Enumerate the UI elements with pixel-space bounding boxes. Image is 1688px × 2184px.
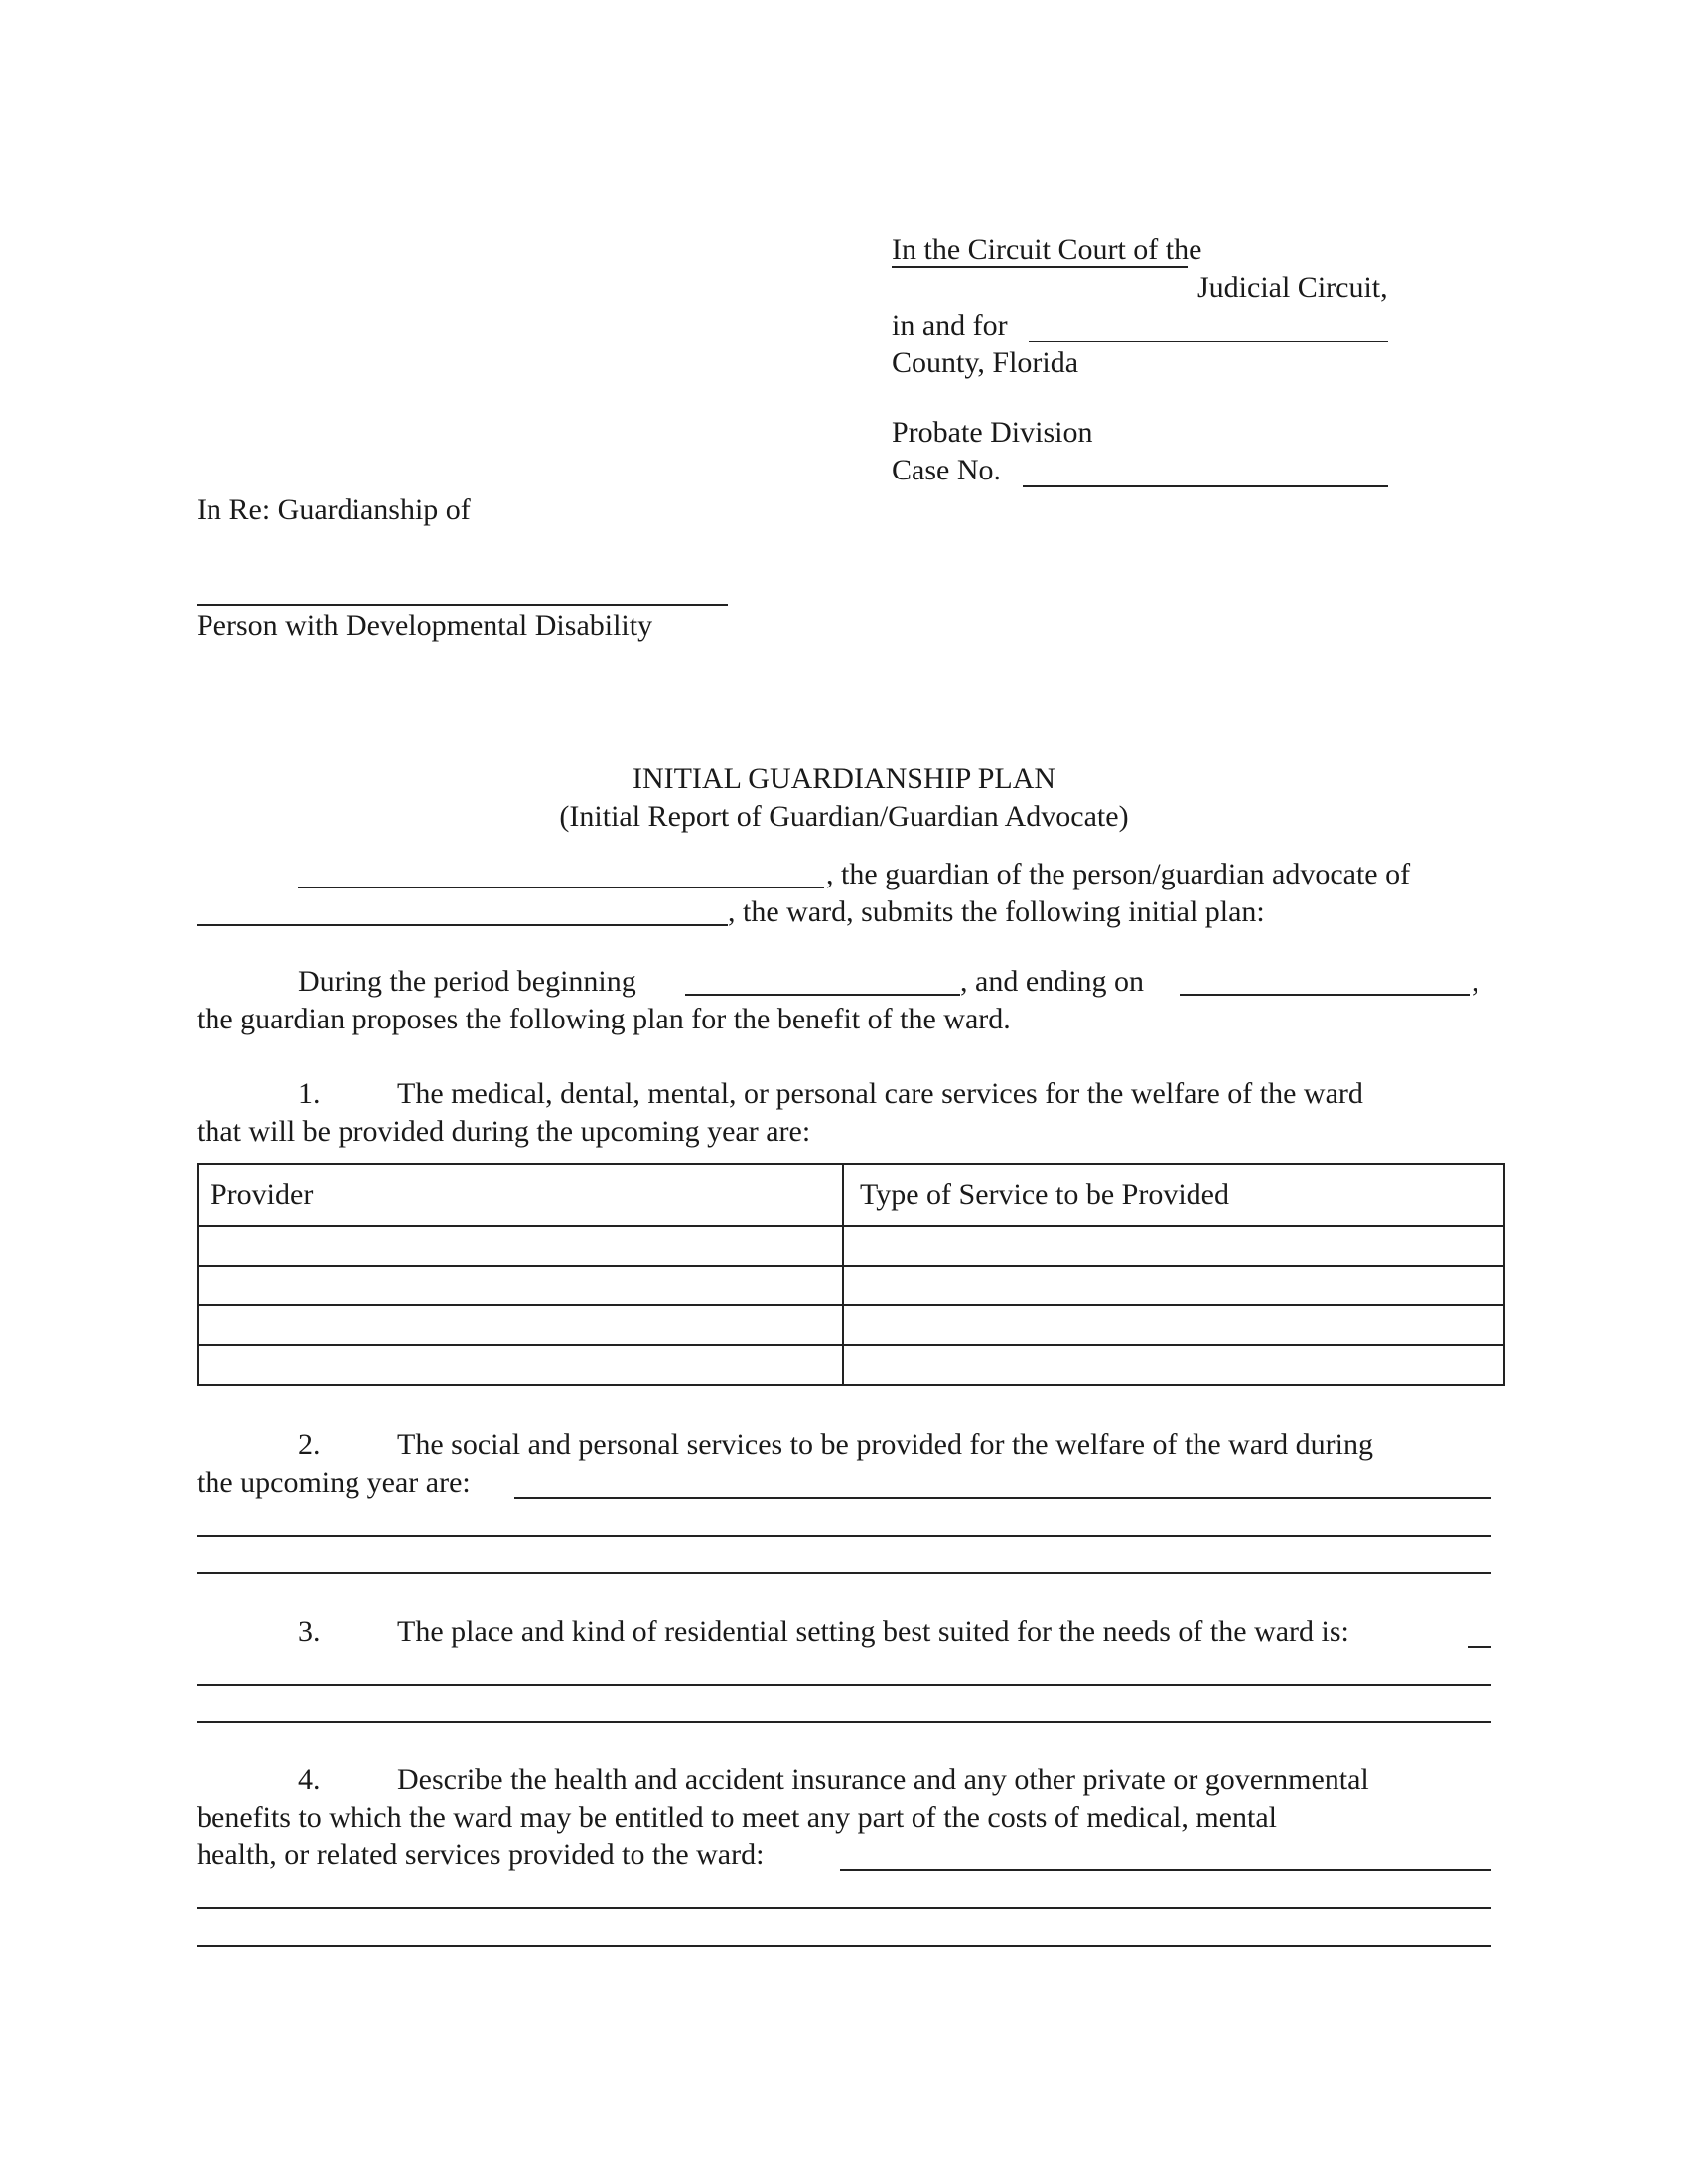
item-4-line-1 (298, 1761, 1369, 1799)
county-blank[interactable] (1029, 341, 1388, 342)
item-2-answer-line-2[interactable] (197, 1535, 1491, 1537)
in-re-label: In Re: Guardianship of (197, 493, 471, 526)
in-and-for-label: in and for (892, 309, 1008, 341)
item-1-line-2: that will be provided during the upcoming year are: (197, 1115, 811, 1148)
item-3-answer-line-1[interactable] (197, 1684, 1491, 1686)
probate-division: Probate Division (892, 416, 1093, 449)
service-cell[interactable] (843, 1345, 1504, 1385)
item-3-number: 3. (298, 1615, 321, 1648)
period-start-blank[interactable] (685, 994, 960, 996)
item-2-line-1 (298, 1427, 1373, 1464)
table-row (198, 1226, 1504, 1266)
item-4-line-3: health, or related services provided to the ward: (197, 1839, 765, 1871)
period-end-blank[interactable] (1180, 994, 1470, 996)
table-header-service-type: Type of Service to be Provided (843, 1164, 1504, 1226)
item-4-answer-line-2[interactable] (197, 1907, 1491, 1909)
guardian-name-blank[interactable] (298, 887, 824, 888)
intro-line-1: , the guardian of the person/guardian advocate of (826, 858, 1411, 890)
county-label: County, Florida (892, 346, 1079, 379)
item-2-line-2: the upcoming year are: (197, 1466, 471, 1499)
document-title: INITIAL GUARDIANSHIP PLAN (632, 762, 1056, 795)
item-2-number: 2. (298, 1429, 321, 1461)
service-cell[interactable] (843, 1266, 1504, 1305)
provider-cell[interactable] (198, 1226, 843, 1266)
services-table (197, 1163, 1505, 1386)
service-cell[interactable] (843, 1226, 1504, 1266)
period-ending-label: , and ending on (960, 965, 1144, 998)
period-comma: , (1472, 965, 1479, 998)
provider-cell[interactable] (198, 1266, 843, 1305)
item-2-answer-line-1[interactable] (514, 1497, 1491, 1499)
item-1-text: The medical, dental, mental, or personal care services for the welfare of the ward (397, 1077, 1363, 1110)
item-3-line-1 (298, 1613, 1349, 1651)
item-1-line-1 (298, 1075, 1363, 1113)
table-row (198, 1345, 1504, 1385)
item-4-line-2: benefits to which the ward may be entitled to meet any part of the costs of medical, mental (197, 1801, 1277, 1834)
person-label: Person with Developmental Disability (197, 610, 653, 642)
provider-cell[interactable] (198, 1345, 843, 1385)
table-header-provider: Provider (198, 1164, 843, 1226)
document-subtitle: (Initial Report of Guardian/Guardian Advocate) (559, 800, 1129, 833)
service-cell[interactable] (843, 1305, 1504, 1345)
ward-name-blank-2[interactable] (197, 924, 728, 926)
item-1-number: 1. (298, 1077, 321, 1110)
case-no-label: Case No. (892, 454, 1001, 486)
ward-name-blank[interactable] (197, 604, 728, 606)
case-no-blank[interactable] (1023, 485, 1388, 487)
item-3-text: The place and kind of residential setting best suited for the needs of the ward is: (397, 1615, 1349, 1648)
item-2-answer-line-3[interactable] (197, 1572, 1491, 1574)
item-3-answer-start[interactable] (1468, 1646, 1491, 1648)
provider-cell[interactable] (198, 1305, 843, 1345)
table-row (198, 1305, 1504, 1345)
court-line-1: In the Circuit Court of the (892, 233, 1202, 266)
item-4-number: 4. (298, 1763, 321, 1796)
judicial-circuit-blank[interactable] (892, 266, 1188, 268)
intro-line-2: , the ward, submits the following initial plan: (728, 895, 1265, 928)
period-line-2: the guardian proposes the following plan for the benefit of the ward. (197, 1003, 1011, 1035)
item-3-answer-line-2[interactable] (197, 1721, 1491, 1723)
table-row (198, 1266, 1504, 1305)
item-2-text: The social and personal services to be provided for the welfare of the ward during (397, 1429, 1373, 1461)
judicial-circuit-label: Judicial Circuit, (1197, 271, 1388, 304)
item-4-answer-line-3[interactable] (197, 1945, 1491, 1947)
period-beginning-label: During the period beginning (298, 965, 636, 998)
item-4-answer-line-1[interactable] (840, 1869, 1491, 1871)
item-4-text: Describe the health and accident insurance and any other private or governmental (397, 1763, 1369, 1796)
